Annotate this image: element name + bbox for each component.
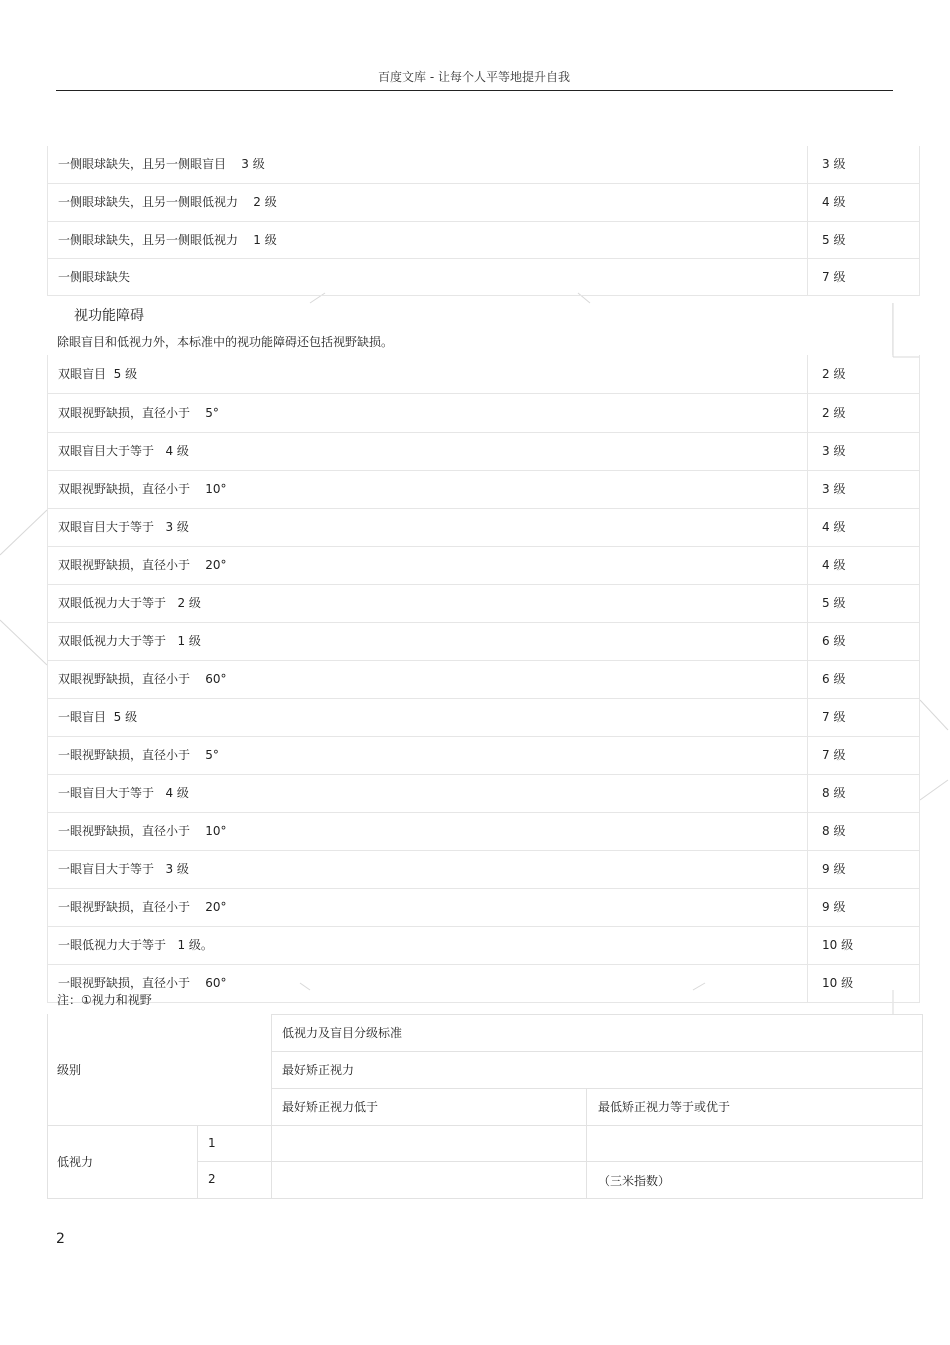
column-divider (807, 813, 808, 850)
visual-function-section (47, 303, 893, 355)
table-row (47, 585, 920, 623)
condition-cell: 双眼低视力大于等于 1 级 (58, 634, 201, 648)
grid-line (586, 1088, 587, 1198)
condition-cell: 一侧眼球缺失 (58, 270, 131, 284)
header-rule (56, 90, 893, 91)
condition-cell: 双眼视野缺损，直径小于 10° (58, 482, 227, 496)
condition-cell: 双眼盲目大于等于 4 级 (58, 444, 189, 458)
page-header: 百度文库 - 让每个人平等地提升自我 (378, 70, 570, 84)
table-row (47, 775, 920, 813)
grid-line (197, 1161, 923, 1162)
condition-cell: 一眼视野缺损，直径小于 60° (58, 976, 227, 990)
grade-cell: 10 级 (822, 938, 854, 952)
table-row (47, 471, 920, 509)
above-header: 最低矫正视力等于或优于 (598, 1100, 731, 1114)
table-row (47, 927, 920, 965)
visual-impairment-table (47, 355, 920, 1003)
category-label: 低视力 (57, 1155, 94, 1169)
condition-cell: 一眼视野缺损，直径小于 20° (58, 900, 227, 914)
condition-cell: 一侧眼球缺失，且另一侧眼盲目 3 级 (58, 157, 265, 171)
condition-cell: 双眼视野缺损，直径小于 5° (58, 406, 219, 420)
column-divider (807, 737, 808, 774)
grid-line (271, 1014, 923, 1015)
grade-cell: 6 级 (822, 634, 846, 648)
grade-cell: 3 级 (822, 444, 846, 458)
table-row (47, 509, 920, 547)
table-row (47, 184, 920, 222)
table-row (47, 889, 920, 927)
column-divider (807, 259, 808, 295)
table-row (47, 851, 920, 889)
column-divider (807, 889, 808, 926)
grid-line (47, 1198, 923, 1199)
table-row (47, 699, 920, 737)
condition-cell: 一眼盲目大于等于 4 级 (58, 786, 189, 800)
grade-cell: 8 级 (822, 824, 846, 838)
eye-loss-table (47, 146, 920, 296)
table-row (47, 737, 920, 775)
page-number: 2 (56, 1231, 65, 1247)
condition-cell: 双眼盲目大于等于 3 级 (58, 520, 189, 534)
low-vision-grade-table (47, 1014, 923, 1198)
grade-cell: 3 级 (822, 482, 846, 496)
condition-cell: 一侧眼球缺失，且另一侧眼低视力 2 级 (58, 195, 277, 209)
column-divider (807, 851, 808, 888)
column-divider (807, 433, 808, 470)
grade-cell: 9 级 (822, 862, 846, 876)
grid-line (47, 1014, 48, 1198)
level-cell: 2 (208, 1172, 216, 1186)
table-row (47, 146, 920, 184)
column-divider (807, 146, 808, 183)
grade-cell: 4 级 (822, 558, 846, 572)
grade-table-subtitle: 最好矫正视力 (282, 1063, 355, 1077)
column-divider (807, 184, 808, 221)
condition-cell: 一眼盲目大于等于 3 级 (58, 862, 189, 876)
column-divider (807, 355, 808, 393)
column-divider (807, 222, 808, 258)
table-row (47, 623, 920, 661)
column-divider (807, 394, 808, 432)
table-row (47, 394, 920, 433)
grade-cell: 4 级 (822, 520, 846, 534)
table-row (47, 259, 920, 296)
above-cell: （三米指数） (598, 1174, 671, 1188)
grade-cell: 8 级 (822, 786, 846, 800)
grade-cell: 9 级 (822, 900, 846, 914)
grid-line (271, 1014, 272, 1198)
column-divider (807, 965, 808, 1002)
grade-cell: 7 级 (822, 748, 846, 762)
note: 注：①视力和视野 (57, 993, 152, 1007)
grade-cell: 5 级 (822, 596, 846, 610)
table-row (47, 813, 920, 851)
section-title: 视功能障碍 (74, 308, 144, 324)
column-divider (807, 699, 808, 736)
grade-cell: 10 级 (822, 976, 854, 990)
grade-table-title: 低视力及盲目分级标准 (282, 1026, 403, 1040)
column-divider (807, 927, 808, 964)
condition-cell: 一眼低视力大于等于 1 级。 (58, 938, 213, 952)
condition-cell: 一眼盲目 5 级 (58, 710, 138, 724)
condition-cell: 双眼盲目 5 级 (58, 367, 138, 381)
level-cell: 1 (208, 1136, 216, 1150)
table-row (47, 355, 920, 394)
table-row (47, 965, 920, 1003)
grade-cell: 5 级 (822, 233, 846, 247)
section-description: 除眼盲目和低视力外，本标准中的视功能障碍还包括视野缺损。 (57, 335, 394, 349)
grade-cell: 7 级 (822, 270, 846, 284)
grade-cell: 4 级 (822, 195, 846, 209)
table-row (47, 547, 920, 585)
column-divider (807, 547, 808, 584)
grade-cell: 7 级 (822, 710, 846, 724)
table-row (47, 433, 920, 471)
level-header: 级别 (57, 1063, 82, 1077)
condition-cell: 一眼视野缺损，直径小于 5° (58, 748, 219, 762)
grade-cell: 2 级 (822, 367, 846, 381)
condition-cell: 一眼视野缺损，直径小于 10° (58, 824, 227, 838)
column-divider (807, 509, 808, 546)
grid-line (271, 1051, 923, 1052)
grid-line (271, 1088, 923, 1089)
grade-cell: 3 级 (822, 157, 846, 171)
grade-cell: 6 级 (822, 672, 846, 686)
grid-line (922, 1014, 923, 1198)
grid-line (47, 1125, 923, 1126)
condition-cell: 双眼视野缺损，直径小于 60° (58, 672, 227, 686)
grade-cell: 2 级 (822, 406, 846, 420)
below-header: 最好矫正视力低于 (282, 1100, 379, 1114)
column-divider (807, 585, 808, 622)
table-row (47, 222, 920, 259)
condition-cell: 双眼视野缺损，直径小于 20° (58, 558, 227, 572)
column-divider (807, 623, 808, 660)
table-row (47, 661, 920, 699)
column-divider (807, 775, 808, 812)
column-divider (807, 471, 808, 508)
column-divider (807, 661, 808, 698)
condition-cell: 双眼低视力大于等于 2 级 (58, 596, 201, 610)
condition-cell: 一侧眼球缺失，且另一侧眼低视力 1 级 (58, 233, 277, 247)
